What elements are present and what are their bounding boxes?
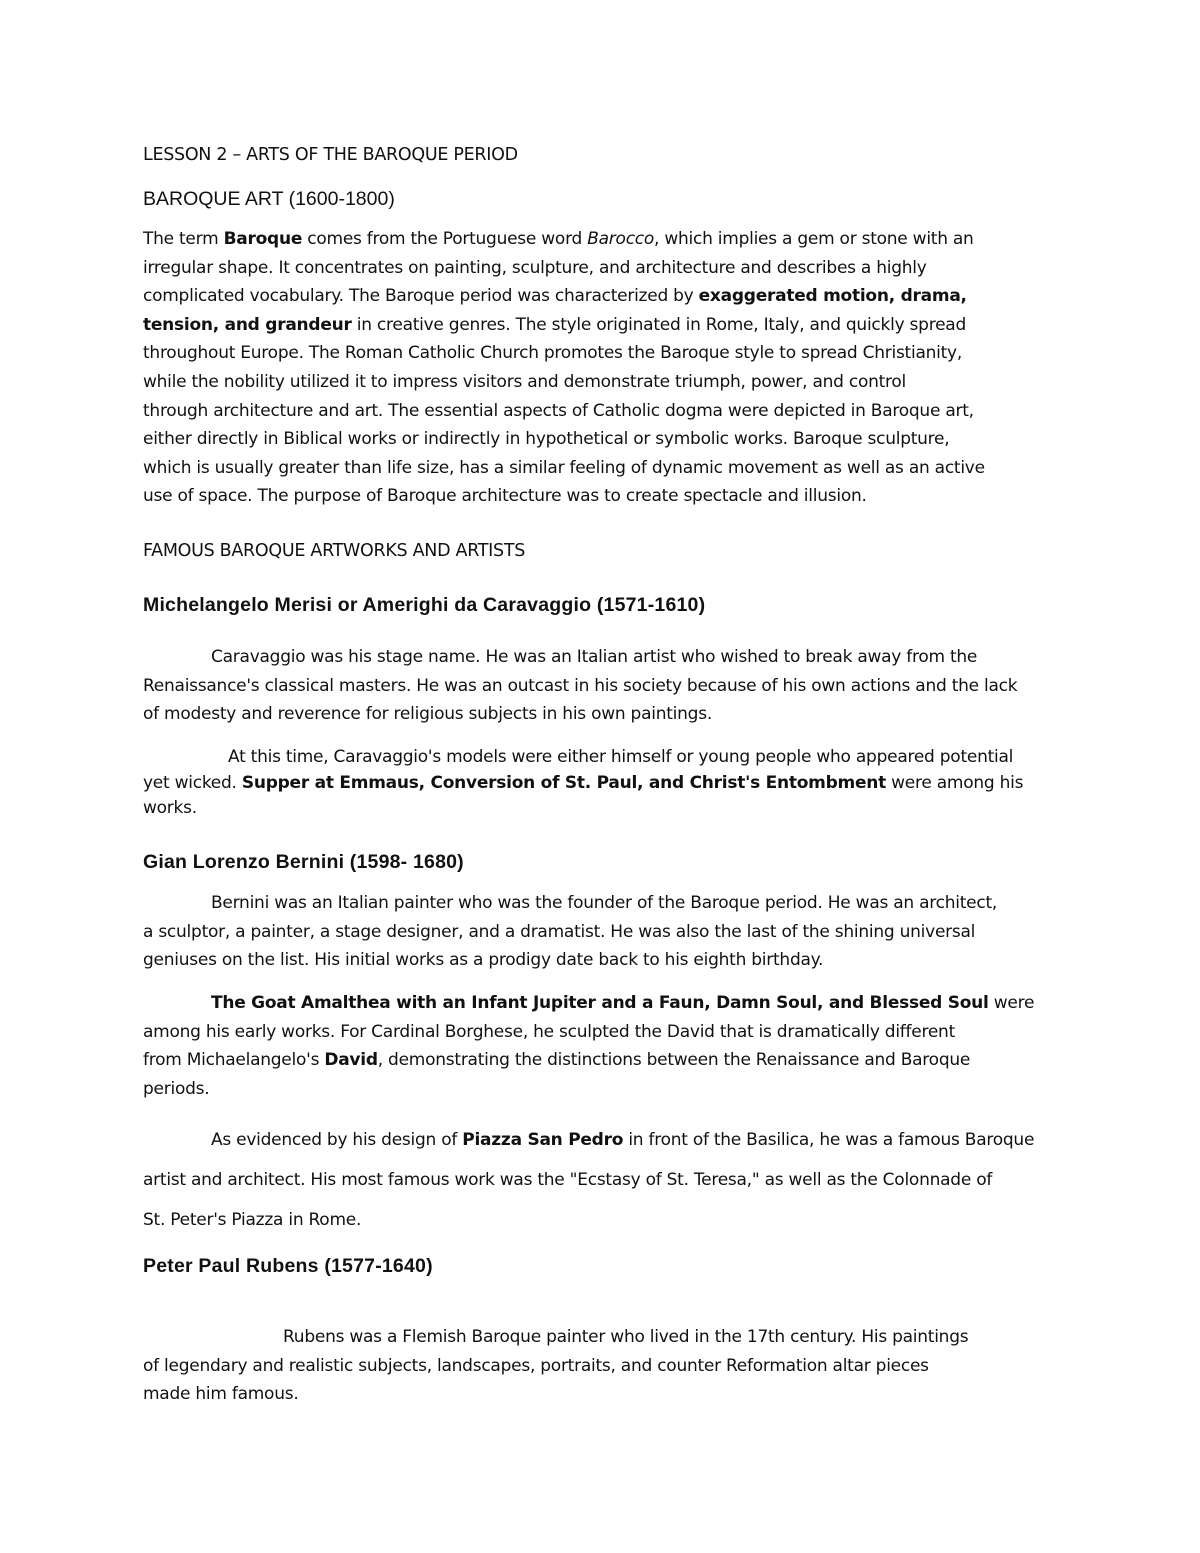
paragraph-line: periods.	[143, 1078, 210, 1099]
paragraph-line: made him famous.	[143, 1384, 299, 1405]
intro-line: throughout Europe. The Roman Catholic Church promotes the Baroque style to spread Christianity,	[143, 343, 962, 364]
paragraph-line: works.	[143, 798, 197, 818]
paragraph-line: artist and architect. His most famous work was the "Ecstasy of St. Teresa," as well as the Colonnade of	[143, 1170, 993, 1190]
intro-line: which is usually greater than life size, has a similar feeling of dynamic movement as well as an active	[143, 457, 985, 478]
paragraph-line: Rubens was a Flemish Baroque painter who lived in the 17th century. His paintings	[283, 1327, 969, 1347]
intro-paragraph	[143, 225, 1073, 511]
intro-line: complicated vocabulary. The Baroque period was characterized by exaggerated motion, drama,	[143, 286, 967, 307]
paragraph-line: of modesty and reverence for religious subjects in his own paintings.	[143, 704, 712, 725]
paragraph-line: from Michaelangelo's David, demonstrating the distinctions between the Renaissance and Baroque	[143, 1050, 971, 1071]
bernini-paragraph-2	[143, 989, 1073, 1103]
term-barocco: Barocco	[587, 229, 655, 249]
artwork-titles: The Goat Amalthea with an Infant Jupiter and a Faun, Damn Soul, and Blessed Soul	[211, 993, 989, 1013]
paragraph-line: of legendary and realistic subjects, landscapes, portraits, and counter Reformation altar pieces	[143, 1355, 929, 1376]
bernini-paragraph-3	[143, 1120, 1073, 1240]
paragraph-line: The Goat Amalthea with an Infant Jupiter and a Faun, Damn Soul, and Blessed Soul were	[211, 993, 1035, 1013]
paragraph-line: As evidenced by his design of Piazza San Pedro in front of the Basilica, he was a famous Baroque	[211, 1130, 1035, 1150]
intro-line: while the nobility utilized it to impress visitors and demonstrate triumph, power, and control	[143, 371, 907, 392]
paragraph-line: Caravaggio was his stage name. He was an Italian artist who wished to break away from the	[211, 647, 978, 667]
emphasis-text: tension, and grandeur	[143, 314, 352, 335]
paragraph-line: yet wicked. Supper at Emmaus, Conversion of St. Paul, and Christ's Entombment were among his	[143, 772, 1024, 793]
intro-line: tension, and grandeur in creative genres. The style originated in Rome, Italy, and quickly spread	[143, 314, 966, 335]
intro-line: through architecture and art. The essential aspects of Catholic dogma were depicted in Baroque art,	[143, 400, 974, 421]
paragraph-line: a sculptor, a painter, a stage designer, and a dramatist. He was also the last of the shining universal	[143, 921, 976, 942]
section-title: BAROQUE ART (1600-1800)	[143, 188, 395, 210]
intro-line: either directly in Biblical works or indirectly in hypothetical or symbolic works. Baroque sculpture,	[143, 429, 950, 450]
artwork-titles: Piazza San Pedro	[462, 1130, 624, 1150]
rubens-paragraph-1	[143, 1323, 1073, 1409]
caravaggio-paragraph-1	[143, 643, 1073, 729]
bernini-heading: Gian Lorenzo Bernini (1598- 1680)	[143, 851, 464, 873]
artwork-titles: Supper at Emmaus, Conversion of St. Paul, and Christ's Entombment	[241, 772, 886, 793]
term-baroque: Baroque	[223, 229, 303, 249]
caravaggio-heading: Michelangelo Merisi or Amerighi da Caravaggio (1571-1610)	[143, 594, 706, 616]
rubens-heading: Peter Paul Rubens (1577-1640)	[143, 1255, 433, 1277]
paragraph-line: Renaissance's classical masters. He was an outcast in his society because of his own actions and the lack	[143, 675, 1018, 696]
paragraph-line: geniuses on the list. His initial works as a prodigy date back to his eighth birthday.	[143, 950, 824, 971]
caravaggio-paragraph-2	[143, 745, 1073, 822]
paragraph-line: At this time, Caravaggio's models were either himself or young people who appeared potential	[228, 747, 1014, 767]
emphasis-text: exaggerated motion, drama,	[698, 286, 967, 307]
lesson-title: LESSON 2 – ARTS OF THE BAROQUE PERIOD	[143, 145, 518, 165]
famous-heading: FAMOUS BAROQUE ARTWORKS AND ARTISTS	[143, 541, 526, 561]
paragraph-line: St. Peter's Piazza in Rome.	[143, 1210, 362, 1230]
intro-line: use of space. The purpose of Baroque architecture was to create spectacle and illusion.	[143, 486, 867, 507]
paragraph-line: among his early works. For Cardinal Borghese, he sculpted the David that is dramatically different	[143, 1021, 955, 1042]
artwork-titles: David	[324, 1050, 378, 1071]
paragraph-line: Bernini was an Italian painter who was the founder of the Baroque period. He was an architect,	[211, 893, 998, 913]
intro-line: irregular shape. It concentrates on painting, sculpture, and architecture and describes a highly	[143, 257, 927, 278]
intro-line: The term Baroque comes from the Portuguese word Barocco, which implies a gem or stone with an	[143, 229, 974, 249]
bernini-paragraph-1	[143, 889, 1073, 975]
